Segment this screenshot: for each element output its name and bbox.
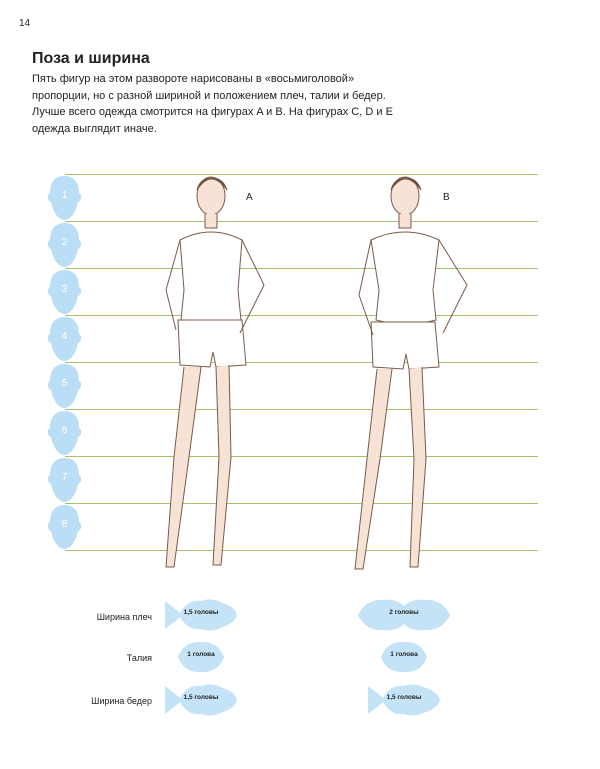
head-unit-icon: 5 [47,363,82,408]
row-label-waist: Талия [126,653,152,663]
measure-b-shoulders: 2 головы [356,597,452,633]
row-label-shoulders: Ширина плеч [96,612,152,622]
head-unit-icon: 8 [47,504,82,549]
figure-label-a: A [246,192,253,203]
head-unit-icon: 2 [47,222,82,267]
head-unit-icon: 6 [47,410,82,455]
intro-paragraph: Пять фигур на этом развороте нарисованы в «восьмиголовой» пропорции, но с разной шириной и положением плеч, талии и бедер. Лучше всего одежда смотрится на фигурах A и B. На фигурах C, D и E одежда выглядит иначе. [32,73,393,135]
measure-b-hips: 1,5 головы [368,682,440,718]
head-unit-icon: 3 [47,269,82,314]
head-unit-icon: 4 [47,316,82,361]
measure-a-shoulders: 1,5 головы [165,597,237,633]
page-title: Поза и ширина [32,50,150,67]
row-label-hips: Ширина бедер [91,696,152,706]
head-unit-icon: 1 [47,175,82,220]
figure-b [355,177,467,569]
figure-label-b: B [443,192,450,203]
measure-a-waist: 1 голова [176,639,226,675]
figure-a [166,177,264,567]
measure-a-hips: 1,5 головы [165,682,237,718]
page-number: 14 [19,18,31,29]
head-unit-icon: 7 [47,457,82,502]
measure-b-waist: 1 голова [379,639,429,675]
